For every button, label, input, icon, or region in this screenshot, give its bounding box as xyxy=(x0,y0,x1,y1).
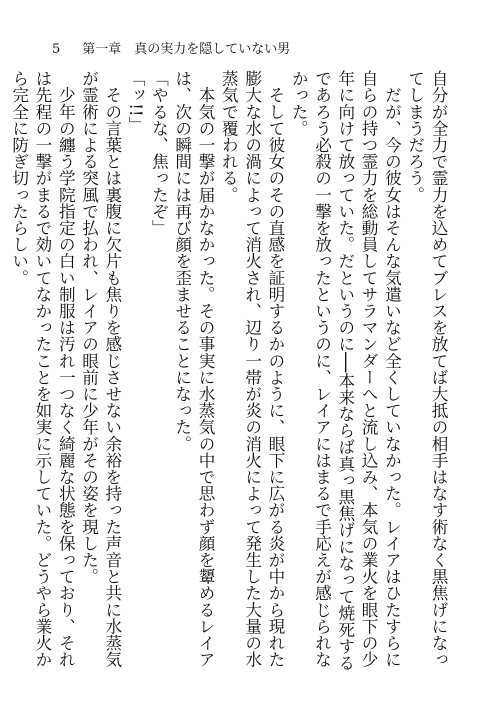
paragraph: 本気の一撃が届かなかった。その事実に水蒸気の中で思わず顔を顰めるレイアは、次の瞬間には再び顔を歪ませることになった。 xyxy=(172,70,216,668)
page-number: 5 xyxy=(52,42,61,57)
vertical-text-body xyxy=(9,70,450,680)
paragraph: そして彼女のその直感を証明するかのように、眼下に広がる炎が中から現れた膨大な水の渦によって消火され、辺り一帯が炎の消火によって発生した大量の水蒸気で覆われる。 xyxy=(219,70,285,668)
dialogue-line: 「やるな、焦ったぞ」 xyxy=(149,70,169,236)
paragraph: 少年の纏う学院指定の白い制服は汚れ一つなく綺麗な状態を保っており、それは先程の一撃がまるで効いてなかったことを如実に示していた。どうやら業火から完全に防ぎ切ったらしい。 xyxy=(9,70,76,668)
paragraph: 自分が全力で霊力を込めてブレスを放てば大抵の相手はなす術なく黒焦げになってしまうだろう。 xyxy=(405,70,448,668)
chapter-title: 第一章 真の実力を隠していない男 xyxy=(82,42,291,57)
paragraph: だが、今の彼女はそんな気遣いなど全くしていなかった。レイアはひたすらに自らの持つ霊力を総動員してサラマンダーへと流し込み、本気の業火を眼下の少年に向けて放っていた。だというのに──本来ならば真っ黒焦げになって焼死するであろう必殺の一撃を放ったというのに、レイアにはまるで手応えが感じられなかった。 xyxy=(289,70,402,671)
dialogue-line: 「ッ!!」 xyxy=(126,70,146,134)
paragraph: その言葉とは裏腹に欠片も焦りを感じさせない余裕を持った声音と共に水蒸気が霊術による突風で払われ、レイアの眼前に少年がその姿を現した。 xyxy=(79,70,122,668)
running-header xyxy=(52,38,290,57)
